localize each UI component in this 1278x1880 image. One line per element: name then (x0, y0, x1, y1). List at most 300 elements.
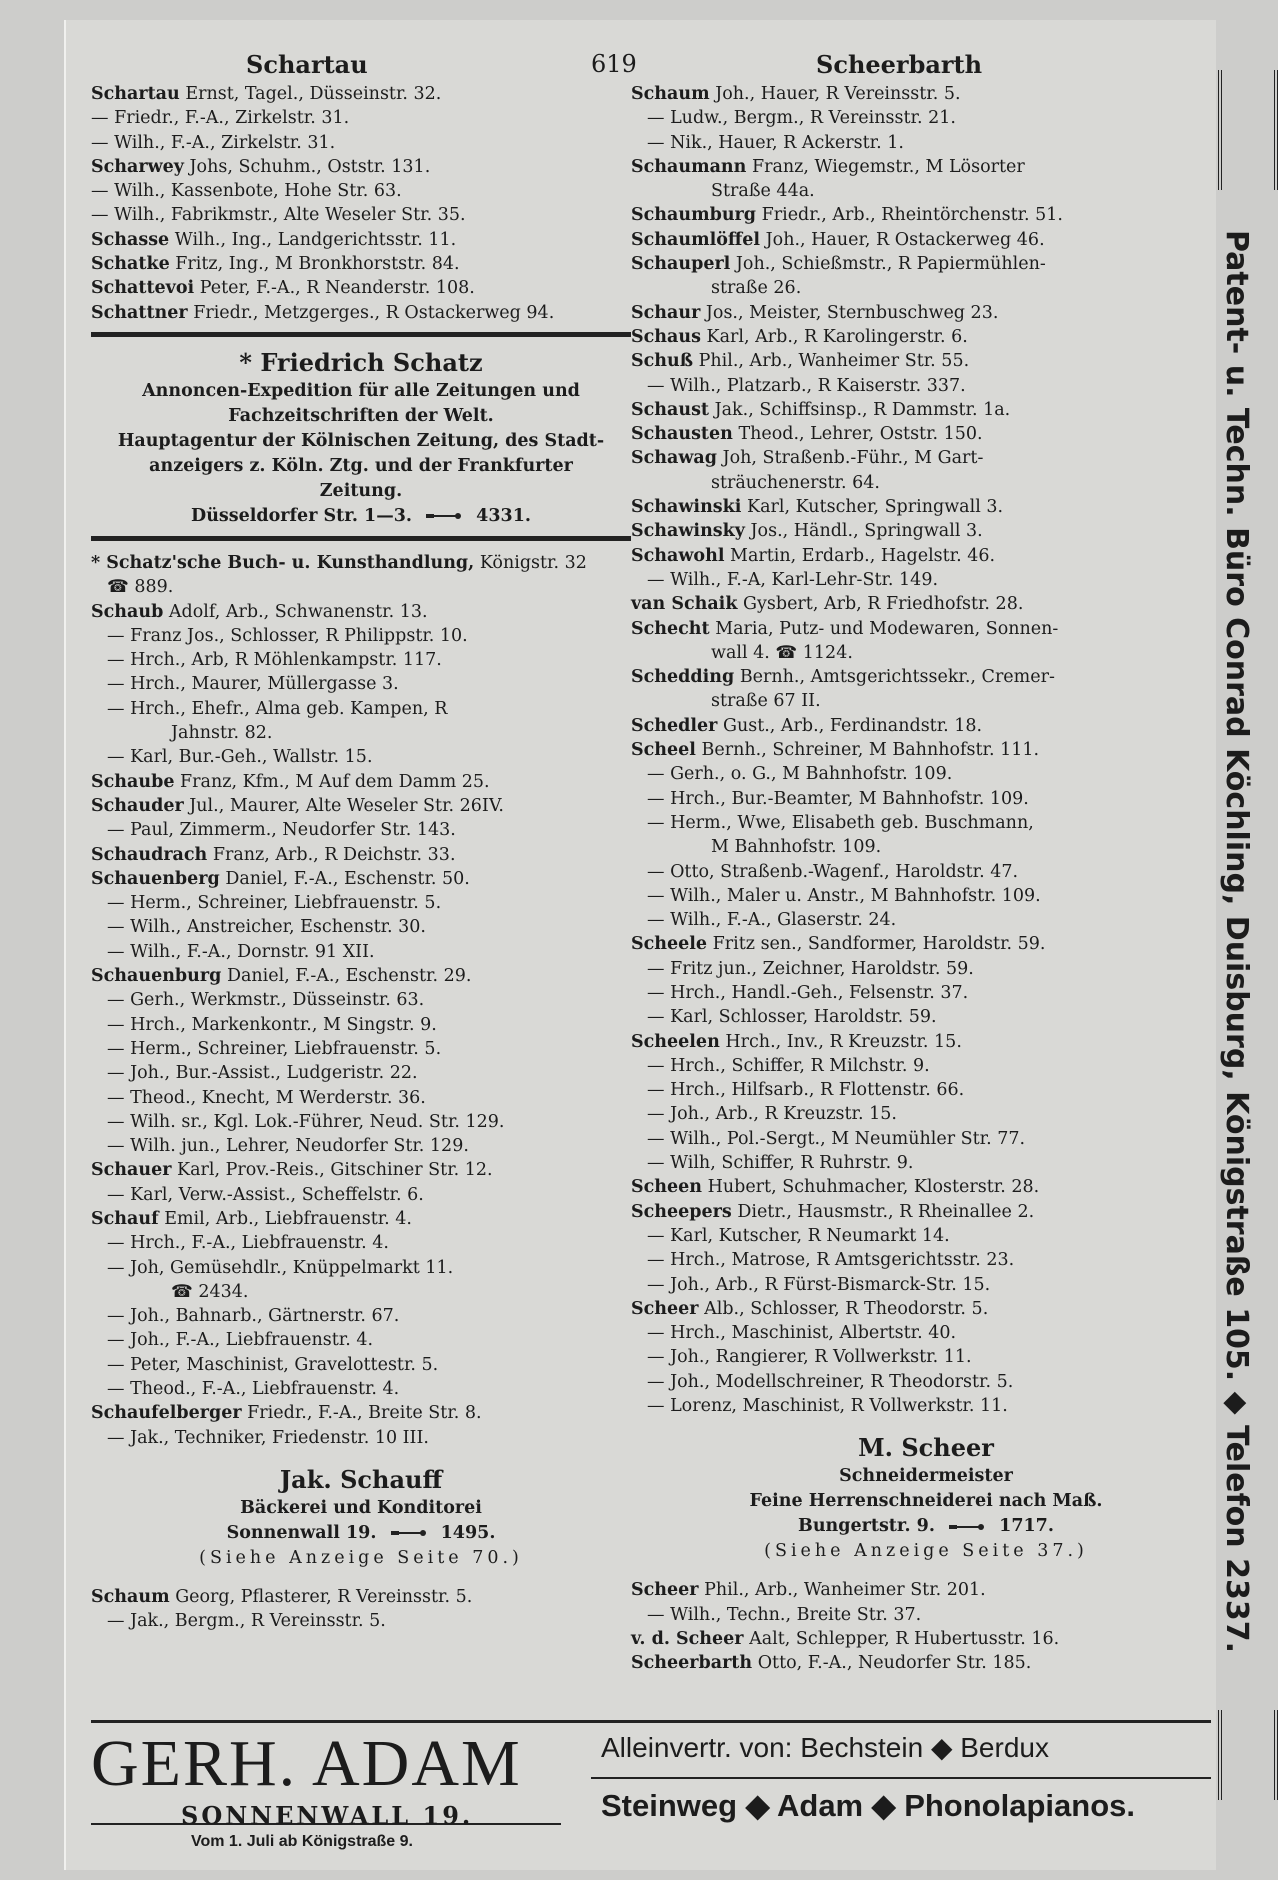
entry-details: — Herm., Wwe, Elisabeth geb. Buschmann, (647, 812, 1034, 833)
divider (91, 536, 631, 541)
directory-entry (631, 884, 1221, 908)
entry-surname: Schartau (91, 84, 180, 104)
directory-entry (631, 325, 1221, 349)
entry-surname: Schedler (631, 715, 718, 736)
entry-details: Friedr., F.-A., Breite Str. 8. (247, 1403, 482, 1424)
directory-entry (91, 276, 631, 300)
entry-details: — Hrch., F.-A., Liebfrauenstr. 4. (107, 1233, 389, 1254)
ad-line: Bäckerei und Konditorei (240, 1497, 482, 1518)
entry-surname: Scheerbarth (631, 1653, 753, 1674)
entry-surname: Schaum (91, 1586, 170, 1607)
directory-entry (91, 843, 631, 867)
ad-title: Jak. Schauff (279, 1464, 443, 1494)
vertical-ad-bar (1214, 70, 1274, 1860)
directory-entry (631, 617, 1221, 641)
entry-surname: Scheele (631, 934, 708, 955)
entry-details: — Joh, Gemüsehdlr., Knüppelmarkt 11. (107, 1257, 454, 1278)
entry-surname: Schasse (91, 229, 170, 250)
entry-details: Martin, Erdarb., Hagelstr. 46. (730, 545, 996, 566)
header-left: Schartau (246, 50, 368, 79)
entry-details: — Wilh., Kassenbote, Hohe Str. 63. (91, 181, 402, 202)
entry-details: Phil., Arb., Wanheimer Str. 55. (698, 351, 970, 372)
ad-m-scheer (631, 1432, 1221, 1564)
entry-details: — Hrch., Handl.-Geh., Felsenstr. 37. (647, 982, 969, 1003)
directory-entry (631, 665, 1221, 689)
directory-entry (631, 1345, 1221, 1369)
directory-entry (91, 891, 631, 915)
directory-entry (631, 592, 1221, 616)
entry-surname: Schecht (631, 618, 710, 639)
directory-entry (631, 276, 1221, 300)
directory-entry (631, 1321, 1221, 1345)
ad-address-line (631, 1514, 1221, 1539)
directory-entry (631, 714, 1221, 738)
entry-details: Phil., Arb., Wanheimer Str. 201. (704, 1580, 986, 1601)
entry-details: — Herm., Schreiner, Liebfrauenstr. 5. (107, 1038, 442, 1059)
entry-surname: Scheepers (631, 1201, 732, 1222)
entry-details: Jahnstr. 82. (171, 723, 273, 744)
ad-address-line (91, 1521, 631, 1546)
directory-entry (91, 252, 631, 276)
entry-details: — Gerh., Werkmstr., Düsseinstr. 63. (107, 990, 425, 1011)
ad-jak-schauff (91, 1464, 631, 1571)
entry-surname: Scheen (631, 1177, 703, 1198)
directory-entry (631, 787, 1221, 811)
entry-surname: Schattevoi (91, 278, 195, 299)
footer-divider (591, 1777, 1211, 1779)
entry-details: Otto, F.-A., Neudorfer Str. 185. (757, 1653, 1032, 1674)
entry-details: Hrch., Inv., R Kreuzstr. 15. (725, 1031, 962, 1052)
directory-entry (631, 82, 1221, 106)
entry-surname: Schaumlöffel (631, 229, 761, 250)
directory-entry (91, 1231, 631, 1255)
entry-details: Franz, Arb., R Deichstr. 33. (212, 844, 456, 865)
entry-details: — Wilh., Anstreicher, Eschenstr. 30. (107, 917, 426, 938)
entry-surname: Scheelen (631, 1031, 720, 1052)
right-entries-b (631, 1578, 1221, 1675)
ad-phone: 4331. (476, 505, 531, 526)
directory-entry (91, 228, 631, 252)
entry-details: — Hrch., Bur.-Beamter, M Bahnhofstr. 109. (647, 788, 1029, 809)
entry-surname: * Schatz'sche Buch- u. Kunsthandlung, (91, 552, 475, 573)
left-entries-b (91, 551, 631, 1450)
entry-details: — Karl, Verw.-Assist., Scheffelstr. 6. (107, 1184, 424, 1205)
directory-entry (631, 835, 1221, 859)
entry-details: — Wilh., Platzarb., R Kaiserstr. 337. (647, 375, 966, 396)
directory-entry (91, 1304, 631, 1328)
entry-details: — Lorenz, Maschinist, R Vollwerkstr. 11. (647, 1396, 1008, 1417)
page-number: 619 (591, 50, 637, 78)
entry-surname: Scheer (631, 1580, 699, 1601)
entry-details: Joh, Straßenb.-Führ., M Gart- (722, 448, 984, 469)
ad-line: Annoncen-Expedition für alle Zeitungen und (142, 380, 580, 401)
directory-entry (91, 131, 631, 155)
directory-entry (631, 1248, 1221, 1272)
entry-surname: Schauenburg (91, 966, 222, 987)
directory-entry (91, 867, 631, 891)
entry-surname: Schaur (631, 302, 701, 323)
entry-details: — Joh., Bahnarb., Gärtnerstr. 67. (107, 1306, 400, 1327)
entry-surname: Schauperl (631, 254, 731, 275)
entry-surname: Schaub (91, 601, 164, 622)
entry-details: Daniel, F.-A., Eschenstr. 29. (226, 966, 472, 987)
left-entries-c (91, 1585, 631, 1634)
telephone-icon (426, 511, 462, 521)
entry-details: Joh., Hauer, R Ostackerweg 46. (765, 229, 1045, 250)
directory-entry (631, 1005, 1221, 1029)
directory-entry (631, 1127, 1221, 1151)
directory-entry (631, 301, 1221, 325)
directory-entry (631, 641, 1221, 665)
entry-details: Aalt, Schlepper, R Hubertusstr. 16. (749, 1628, 1060, 1649)
entry-details: Theod., Lehrer, Oststr. 150. (738, 424, 983, 445)
footer-ad (91, 1720, 1211, 1863)
entry-details: — Wilh., F.-A., Dornstr. 91 XII. (107, 941, 375, 962)
directory-entry (91, 964, 631, 988)
directory-entry (631, 1102, 1221, 1126)
ad-title: M. Scheer (858, 1433, 994, 1463)
directory-entry (91, 203, 631, 227)
entry-details: — Jak., Bergm., R Vereinsstr. 5. (107, 1611, 386, 1632)
directory-entry (631, 860, 1221, 884)
vertical-ad-text: Patent- u. Techn. Büro Conrad Köchling, Duisburg, Königstraße 105. ◆ Telefon 2337. (1219, 230, 1254, 1653)
entry-details: Dietr., Hausmstr., R Rheinallee 2. (737, 1201, 1035, 1222)
directory-entry (91, 575, 631, 599)
footer-agent-line-2: Steinweg ◆ Adam ◆ Phonolapianos. (601, 1788, 1135, 1823)
directory-entry (631, 131, 1221, 155)
directory-entry (631, 398, 1221, 422)
footer-street: SONNENWALL 19. (181, 1801, 474, 1830)
directory-entry (631, 908, 1221, 932)
entry-details: Karl, Kutscher, Springwall 3. (747, 497, 1004, 518)
entry-details: — Wilh., Techn., Breite Str. 37. (647, 1604, 922, 1625)
ad-line: anzeigers z. Köln. Ztg. und der Frankfurter (149, 455, 573, 476)
directory-entry (631, 932, 1221, 956)
directory-entry (631, 495, 1221, 519)
entry-details: Hubert, Schuhmacher, Klosterstr. 28. (707, 1177, 1040, 1198)
directory-entry (91, 155, 631, 179)
entry-details: — Wilh. jun., Lehrer, Neudorfer Str. 129. (107, 1136, 469, 1157)
entry-details: — Hrch., Schiffer, R Milchstr. 9. (647, 1055, 930, 1076)
entry-surname: Schatke (91, 254, 170, 275)
ad-address-line (91, 504, 631, 529)
entry-details: M Bahnhofstr. 109. (711, 837, 882, 858)
entry-details: — Hrch., Hilfsarb., R Flottenstr. 66. (647, 1080, 965, 1101)
ad-phone: 1495. (440, 1522, 496, 1543)
directory-entry (91, 1256, 631, 1280)
directory-entry (631, 203, 1221, 227)
entry-details: — Karl, Schlosser, Haroldstr. 59. (647, 1007, 937, 1028)
directory-entry (631, 1175, 1221, 1199)
entry-surname: Schausten (631, 424, 733, 445)
ad-line: Fachzeitschriften der Welt. (228, 405, 494, 426)
left-entries-a (91, 82, 631, 325)
directory-entry (631, 1054, 1221, 1078)
telephone-icon (949, 1522, 985, 1532)
directory-entry (91, 1353, 631, 1377)
entry-surname: Schuß (631, 351, 694, 372)
directory-entry (631, 957, 1221, 981)
entry-details: Alb., Schlosser, R Theodorstr. 5. (704, 1298, 989, 1319)
entry-details: — Hrch., Ehefr., Alma geb. Kampen, R (107, 698, 448, 719)
entry-surname: Schaum (631, 84, 710, 104)
directory-entry (631, 228, 1221, 252)
ad-line: Schneidermeister (839, 1466, 1013, 1487)
entry-surname: Schawinsky (631, 521, 745, 542)
directory-entry (631, 179, 1221, 203)
entry-surname: Schawinski (631, 497, 742, 518)
entry-details: — Herm., Schreiner, Liebfrauenstr. 5. (107, 893, 442, 914)
entry-details: — Friedr., F.-A., Zirkelstr. 31. (91, 108, 350, 129)
entry-details: — Joh., Rangierer, R Vollwerkstr. 11. (647, 1347, 972, 1368)
directory-entry (91, 1134, 631, 1158)
entry-details: — Joh., Arb., R Kreuzstr. 15. (647, 1104, 897, 1125)
ad-address: Sonnenwall 19. (226, 1522, 377, 1543)
entry-surname: Schauenberg (91, 868, 220, 889)
ad-reference: (Siehe Anzeige Seite 70.) (199, 1547, 523, 1568)
entry-surname: Schauder (91, 795, 184, 816)
header-right: Scheerbarth (816, 50, 983, 79)
entry-details: — Wilh., F.-A., Zirkelstr. 31. (91, 132, 336, 153)
directory-entry (631, 738, 1221, 762)
directory-entry (631, 1627, 1221, 1651)
entry-details: — Hrch., Maurer, Müllergasse 3. (107, 674, 399, 695)
directory-entry (631, 422, 1221, 446)
entry-details: Friedr., Metzgerges., R Ostackerweg 94. (193, 302, 555, 323)
entry-surname: Schauf (91, 1208, 159, 1229)
directory-entry (631, 1030, 1221, 1054)
directory-entry (631, 1651, 1221, 1675)
directory-entry (91, 551, 631, 575)
directory-entry (91, 1183, 631, 1207)
entry-surname: Schaudrach (91, 844, 208, 865)
entry-surname: Schedding (631, 667, 735, 688)
entry-details: — Theod., F.-A., Liebfrauenstr. 4. (107, 1379, 400, 1400)
entry-details: — Joh., Modellschreiner, R Theodorstr. 5. (647, 1371, 1014, 1392)
directory-entry (91, 600, 631, 624)
entry-details: Karl, Arb., R Karolingerstr. 6. (706, 326, 968, 347)
entry-details: Maria, Putz- und Modewaren, Sonnen- (715, 618, 1059, 639)
ad-line: Zeitung. (319, 480, 403, 501)
directory-entry (91, 1280, 631, 1304)
entry-details: sträuchenerstr. 64. (711, 472, 880, 493)
entry-details: Daniel, F.-A., Eschenstr. 50. (225, 868, 470, 889)
entry-surname: Schawag (631, 448, 717, 469)
footer-brand: GERH. ADAM (91, 1727, 522, 1800)
entry-details: Straße 44a. (711, 181, 815, 202)
ad-phone: 1717. (999, 1516, 1054, 1537)
entry-details: — Theod., Knecht, M Werderstr. 36. (107, 1087, 426, 1108)
entry-surname: Schattner (91, 302, 188, 323)
footer-agent-line-1: Alleinvertr. von: Bechstein ◆ Berdux (601, 1732, 1049, 1763)
directory-entry (91, 301, 631, 325)
entry-details: Emil, Arb., Liebfrauenstr. 4. (164, 1208, 412, 1229)
entry-details: — Fritz jun., Zeichner, Haroldstr. 59. (647, 958, 974, 979)
directory-entry (91, 770, 631, 794)
entry-details: — Wilh, Schiffer, R Ruhrstr. 9. (647, 1153, 914, 1174)
directory-entry (631, 762, 1221, 786)
entry-details: — Wilh., F.-A., Glaserstr. 24. (647, 910, 897, 931)
directory-entry (631, 1297, 1221, 1321)
entry-details: Fritz sen., Sandformer, Haroldstr. 59. (712, 934, 1046, 955)
entry-details: — Paul, Zimmerm., Neudorfer Str. 143. (107, 820, 456, 841)
entry-details: Johs, Schuhm., Oststr. 131. (189, 156, 431, 177)
entry-details: — Hrch., Maschinist, Albertstr. 40. (647, 1323, 957, 1344)
directory-entry (91, 721, 631, 745)
directory-entry (91, 745, 631, 769)
entry-details: — Joh., F.-A., Liebfrauenstr. 4. (107, 1330, 374, 1351)
entry-details: Gysbert, Arb, R Friedhofstr. 28. (743, 594, 1024, 615)
entry-details: Adolf, Arb., Schwanenstr. 13. (168, 601, 428, 622)
entry-surname: Schaube (91, 771, 175, 792)
entry-surname: Schaumburg (631, 205, 757, 226)
directory-entry (631, 106, 1221, 130)
entry-details: ☎ 2434. (171, 1281, 249, 1302)
entry-details: — Otto, Straßenb.-Wagenf., Haroldstr. 47. (647, 861, 1019, 882)
entry-details: Jul., Maurer, Alte Weseler Str. 26IV. (189, 795, 504, 816)
entry-details: Bernh., Amtsgerichtssekr., Cremer- (739, 667, 1055, 688)
directory-entry (631, 1603, 1221, 1627)
entry-details: — Joh., Arb., R Fürst-Bismarck-Str. 15. (647, 1274, 991, 1295)
directory-page (64, 20, 1254, 1870)
left-column (91, 82, 631, 1634)
entry-surname: van Schaik (631, 594, 738, 615)
directory-entry (91, 1585, 631, 1609)
directory-entry (91, 1037, 631, 1061)
directory-entry (91, 624, 631, 648)
directory-entry (91, 988, 631, 1012)
entry-surname: Scheel (631, 740, 696, 761)
directory-entry (91, 672, 631, 696)
entry-surname: v. d. Scheer (631, 1628, 744, 1649)
directory-entry (631, 1578, 1221, 1602)
entry-details: Georg, Pflasterer, R Vereinsstr. 5. (175, 1586, 473, 1607)
directory-entry (91, 1401, 631, 1425)
directory-entry (91, 818, 631, 842)
ad-title: * Friedrich Schatz (239, 347, 483, 377)
entry-details: ☎ 889. (107, 577, 174, 598)
telephone-icon (391, 1528, 427, 1538)
entry-details: Gust., Arb., Ferdinandstr. 18. (722, 715, 983, 736)
entry-details: Karl, Prov.-Reis., Gitschiner Str. 12. (177, 1160, 493, 1181)
entry-surname: Scharwey (91, 156, 184, 177)
directory-entry (631, 981, 1221, 1005)
entry-details: wall 4. ☎ 1124. (711, 642, 853, 663)
directory-entry (631, 568, 1221, 592)
entry-details: — Joh., Bur.-Assist., Ludgeristr. 22. (107, 1063, 418, 1084)
entry-details: — Ludw., Bergm., R Vereinsstr. 21. (647, 108, 956, 129)
directory-entry (91, 1086, 631, 1110)
entry-details: Friedr., Arb., Rheintörchenstr. 51. (761, 205, 1063, 226)
directory-entry (631, 1151, 1221, 1175)
entry-details: — Wilh., Fabrikmstr., Alte Weseler Str. 35. (91, 205, 466, 226)
ad-address: Bungertstr. 9. (798, 1516, 935, 1537)
entry-details: straße 67 II. (711, 691, 821, 712)
entry-details: — Wilh., Maler u. Anstr., M Bahnhofstr. 109. (647, 885, 1041, 906)
entry-surname: Schauer (91, 1160, 172, 1181)
directory-entry (91, 1110, 631, 1134)
entry-details: — Hrch., Markenkontr., M Singstr. 9. (107, 1014, 437, 1035)
entry-details: — Wilh., F.-A, Karl-Lehr-Str. 149. (647, 569, 939, 590)
entry-details: Königstr. 32 (479, 552, 587, 573)
directory-entry (91, 1426, 631, 1450)
directory-entry (631, 1394, 1221, 1418)
entry-details: Jak., Schiffsinsp., R Dammstr. 1a. (714, 399, 1011, 420)
vertical-rule (1218, 70, 1278, 190)
directory-entry (91, 1207, 631, 1231)
divider (91, 332, 631, 337)
directory-entry (631, 252, 1221, 276)
directory-entry (631, 1273, 1221, 1297)
ad-address: Düsseldorfer Str. 1—3. (191, 505, 412, 526)
entry-details: Franz, Kfm., M Auf dem Damm 25. (180, 771, 490, 792)
entry-details: — Gerh., o. G., M Bahnhofstr. 109. (647, 764, 953, 785)
directory-entry (91, 1013, 631, 1037)
entry-details: Joh., Schießmstr., R Papiermühlen- (735, 254, 1046, 275)
entry-surname: Scheer (631, 1298, 699, 1319)
ad-line: Hauptagentur der Kölnischen Zeitung, des Stadt- (117, 430, 605, 451)
directory-entry (91, 1377, 631, 1401)
directory-entry (91, 697, 631, 721)
entry-details: Jos., Händl., Springwall 3. (750, 521, 983, 542)
entry-details: — Nik., Hauer, R Ackerstr. 1. (647, 132, 904, 153)
ad-reference: (Siehe Anzeige Seite 37.) (764, 1541, 1088, 1562)
entry-details: — Franz Jos., Schlosser, R Philippstr. 10. (107, 625, 468, 646)
right-entries-a (631, 82, 1221, 1418)
entry-details: — Peter, Maschinist, Gravelottestr. 5. (107, 1354, 439, 1375)
entry-surname: Schaufelberger (91, 1403, 242, 1424)
directory-entry (631, 1370, 1221, 1394)
entry-details: — Hrch., Arb, R Möhlenkampstr. 117. (107, 650, 442, 671)
directory-entry (631, 811, 1221, 835)
directory-entry (91, 1328, 631, 1352)
directory-entry (91, 940, 631, 964)
entry-details: — Wilh. sr., Kgl. Lok.-Führer, Neud. Str. 129. (107, 1111, 505, 1132)
entry-surname: Schaust (631, 399, 710, 420)
entry-details: — Karl, Kutscher, R Neumarkt 14. (647, 1225, 950, 1246)
entry-surname: Schawohl (631, 545, 725, 566)
entry-details: — Wilh., Pol.-Sergt., M Neumühler Str. 77. (647, 1128, 1026, 1149)
entry-details: — Jak., Techniker, Friedenstr. 10 III. (107, 1427, 429, 1448)
entry-details: — Karl, Bur.-Geh., Wallstr. 15. (107, 747, 373, 768)
directory-entry (91, 1609, 631, 1633)
entry-details: Peter, F.-A., R Neanderstr. 108. (199, 278, 475, 299)
directory-entry (91, 82, 631, 106)
entry-details: straße 26. (711, 278, 802, 299)
ad-friedrich-schatz (91, 347, 631, 529)
entry-details: Wilh., Ing., Landgerichtsstr. 11. (174, 229, 457, 250)
entry-surname: Schaus (631, 326, 701, 347)
entry-details: Ernst, Tagel., Düsseinstr. 32. (185, 84, 442, 104)
entry-details: — Hrch., Matrose, R Amtsgerichtsstr. 23. (647, 1250, 1015, 1271)
directory-entry (631, 1078, 1221, 1102)
entry-details: Bernh., Schreiner, M Bahnhofstr. 111. (701, 740, 1040, 761)
directory-entry (631, 471, 1221, 495)
directory-entry (631, 544, 1221, 568)
entry-details: Jos., Meister, Sternbuschweg 23. (705, 302, 999, 323)
directory-entry (631, 374, 1221, 398)
directory-entry (91, 915, 631, 939)
directory-entry (91, 1158, 631, 1182)
entry-details: Joh., Hauer, R Vereinsstr. 5. (715, 84, 961, 104)
directory-entry (91, 1061, 631, 1085)
directory-entry (91, 648, 631, 672)
entry-details: Fritz, Ing., M Bronkhorststr. 84. (175, 254, 460, 275)
directory-entry (631, 1200, 1221, 1224)
entry-surname: Schaumann (631, 156, 747, 177)
directory-entry (631, 155, 1221, 179)
directory-entry (631, 349, 1221, 373)
